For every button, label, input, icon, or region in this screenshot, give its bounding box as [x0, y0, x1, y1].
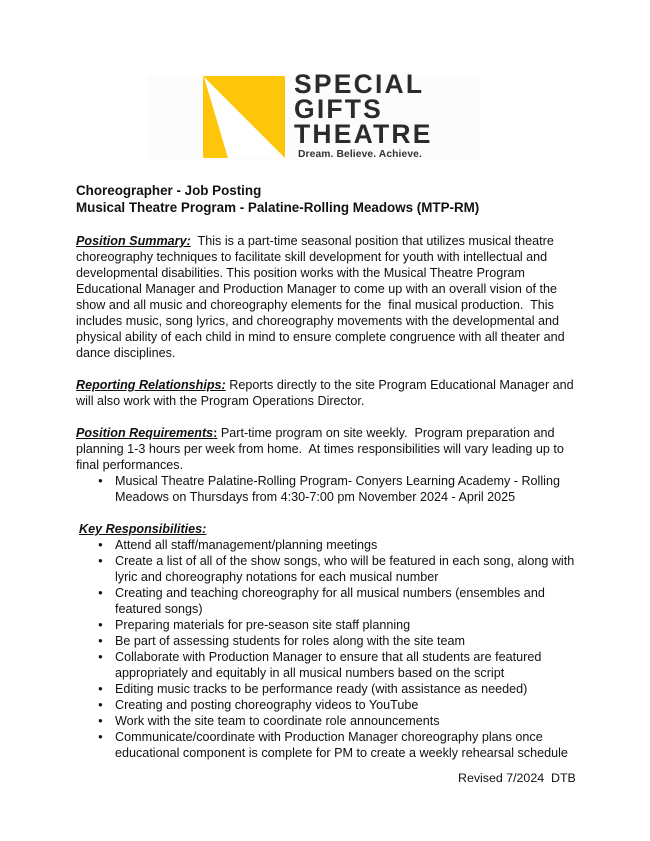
position-summary-label: Position Summary: — [76, 234, 191, 248]
list-item: ● Preparing materials for pre-season site staff planning — [76, 617, 576, 633]
position-summary — [76, 233, 576, 361]
list-item: ● Attend all staff/management/planning meetings — [76, 537, 576, 553]
position-requirements-label: Position Requirements — [76, 426, 214, 440]
reporting-relationships — [76, 377, 576, 409]
position-summary-text: This is a part-time seasonal position that utilizes musical theatre choreography techniques to facilitate skill development for youth with intellectual and developmental disabilities. This position works with the Musical Theatre Program Educational Manager and Production Manager to come up with an overall vision of the show and all music and choreography elements for the final musical production. This includes music, song lyrics, and choreography movements with the developmental and physical ability of each child in mind to ensure complete congruence with all theater and dance disciplines. — [76, 234, 569, 360]
logo-line-2: GIFTS — [294, 94, 384, 124]
list-item: ● Work with the site team to coordinate role announcements — [76, 713, 576, 729]
list-item: ● Creating and posting choreography videos to YouTube — [76, 697, 576, 713]
logo-mark-icon — [203, 76, 285, 158]
list-item: ● Creating and teaching choreography for all musical numbers (ensembles and featured songs) — [76, 585, 576, 617]
position-requirements-colon: : — [213, 426, 218, 440]
reporting-relationships-label: Reporting Relationships: — [76, 378, 226, 392]
document-body — [76, 182, 576, 761]
list-item: ● Communicate/coordinate with Production Manager choreography plans once educational component is complete for PM to create a weekly rehearsal schedule — [76, 729, 576, 761]
responsibilities-list — [76, 537, 576, 761]
page-subtitle: Musical Theatre Program - Palatine-Rolling Meadows (MTP-RM) — [76, 200, 480, 215]
logo-tagline: Dream. Believe. Achieve. — [298, 149, 422, 160]
requirements-list — [76, 473, 576, 505]
list-item: ● Be part of assessing students for roles along with the site team — [76, 633, 576, 649]
key-responsibilities-label: Key Responsibilities: — [79, 522, 207, 536]
list-item: ● Musical Theatre Palatine-Rolling Program- Conyers Learning Academy - Rolling Meadows on Thursdays from 4:30-7:00 pm November 2024 - April 2025 — [76, 473, 576, 505]
list-item: ● Create a list of all of the show songs, who will be featured in each song, along with lyric and choreography notations for each musical number — [76, 553, 576, 585]
key-responsibilities-heading — [76, 521, 576, 537]
reporting-relationships-text: Reports directly to the site Program Educational Manager and will also work with the Program Operations Director. — [76, 378, 578, 408]
position-requirements — [76, 425, 576, 473]
logo-wordmark — [294, 69, 433, 161]
logo-line-1: SPECIAL — [294, 69, 425, 99]
list-item: ● Collaborate with Production Manager to ensure that all students are featured appropriately and equitably in all musical numbers based on the script — [76, 649, 576, 681]
revision-note: Revised 7/2024 DTB — [458, 771, 576, 785]
position-requirements-text: Part-time program on site weekly. Program preparation and planning 1-3 hours per week from home. At times responsibilities will vary leading up to final performances. — [76, 426, 568, 472]
list-item: ● Editing music tracks to be performance ready (with assistance as needed) — [76, 681, 576, 697]
logo-line-3: THEATRE — [294, 119, 433, 149]
page-title: Choreographer - Job Posting — [76, 183, 262, 198]
